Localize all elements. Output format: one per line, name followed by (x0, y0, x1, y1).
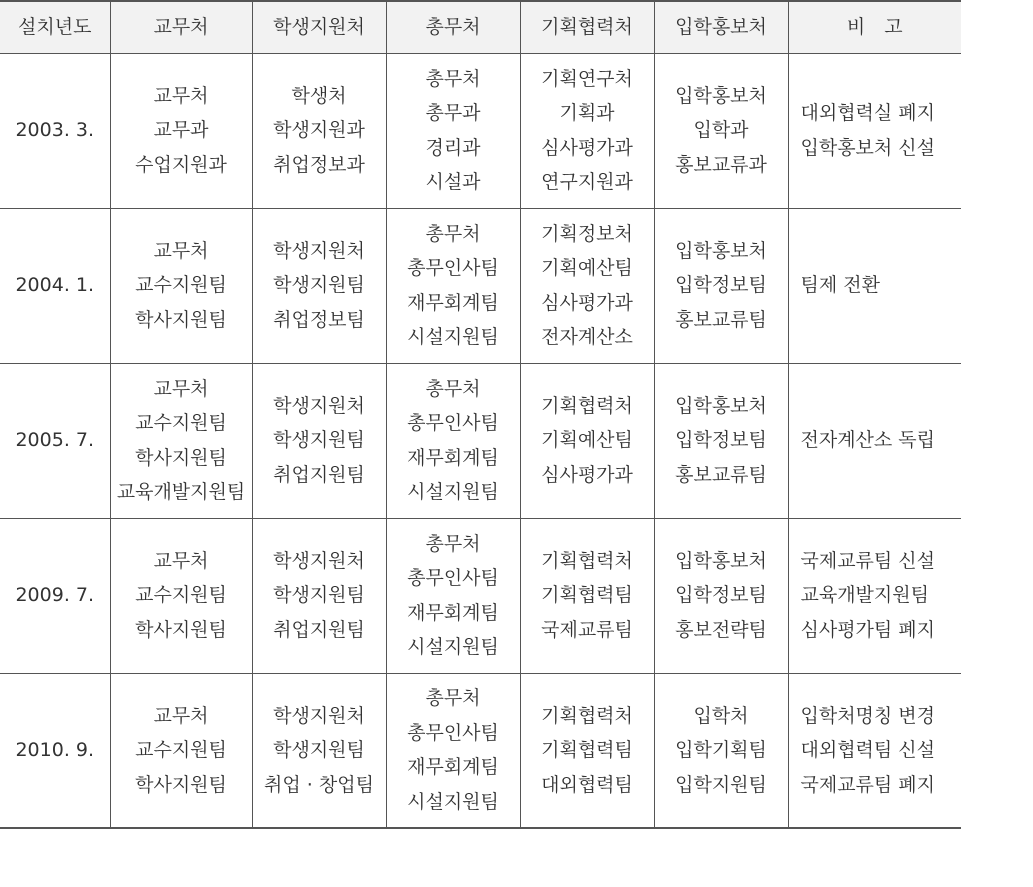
cell-line: 시설지원팀 (407, 790, 499, 813)
student-support-cell (252, 363, 386, 518)
cell-line: 총무과 (425, 102, 481, 124)
cell-line: 홍보교류팀 (675, 463, 767, 486)
planning-cooperation-cell (520, 518, 654, 673)
admissions-pr-cell (654, 208, 788, 363)
cell-line: 총무처 (425, 687, 481, 710)
student-support-cell (252, 208, 386, 363)
cell-line: 대외협력실 폐지 (800, 102, 936, 124)
cell-line: 교무과 (153, 119, 209, 142)
cell-line: 입학홍보처 (675, 84, 767, 107)
cell-line: 입학홍보처 신설 (800, 136, 936, 159)
cell-line: 기획협력처 (541, 394, 633, 417)
cell-line: 입학정보팀 (675, 274, 767, 297)
cell-line: 기획협력팀 (541, 584, 633, 607)
cell-line: 교무처 (153, 549, 209, 572)
cell-line: 심사평가과 (541, 136, 633, 159)
cell-line: 학사지원팀 (135, 308, 227, 331)
general-affairs-cell (386, 673, 520, 828)
cell-line: 학생지원처 (273, 239, 365, 262)
cell-line: 교수지원팀 (135, 412, 227, 434)
cell-line: 입학홍보처 (675, 239, 767, 262)
header-planning-cooperation: 기획협력처 (520, 1, 654, 53)
cell-line: 기획예산팀 (541, 429, 633, 452)
remarks-cell (788, 208, 961, 363)
header-student-support: 학생지원처 (252, 1, 386, 53)
cell-line: 재무회계팀 (407, 446, 499, 469)
cell-line: 교무처 (153, 239, 209, 262)
cell-line: 입학홍보처 (675, 549, 767, 572)
admissions-pr-cell (654, 363, 788, 518)
cell-line: 입학정보팀 (675, 429, 767, 452)
remarks-cell (788, 53, 961, 208)
cell-line: 입학처명칭 변경 (800, 704, 936, 727)
cell-line: 재무회계팀 (407, 291, 499, 314)
cell-line: 시설과 (425, 171, 481, 193)
student-support-cell (252, 53, 386, 208)
cell-line: 학생지원처 (273, 549, 365, 572)
header-remarks: 비 고 (788, 1, 961, 53)
cell-line: 학생지원과 (273, 119, 365, 142)
cell-line: 대외협력팀 (541, 773, 633, 796)
cell-line: 시설지원팀 (407, 481, 499, 503)
cell-line: 총무인사팀 (407, 257, 499, 279)
cell-line: 총무처 (425, 222, 481, 245)
cell-line: 취업정보팀 (273, 308, 365, 331)
cell-line: 국제교류팀 폐지 (800, 773, 936, 796)
cell-line: 국제교류팀 (541, 618, 633, 641)
header-academic-affairs: 교무처 (110, 1, 252, 53)
year-cell: 2004. 1. (0, 208, 110, 363)
planning-cooperation-cell (520, 673, 654, 828)
cell-line: 입학과 (693, 119, 749, 142)
cell-line: 교수지원팀 (135, 274, 227, 297)
cell-line: 기획정보처 (541, 222, 633, 245)
remarks-cell (788, 673, 961, 828)
academic-affairs-cell (110, 363, 252, 518)
year-cell: 2009. 7. (0, 518, 110, 673)
planning-cooperation-cell (520, 208, 654, 363)
header-admissions-pr: 입학홍보처 (654, 1, 788, 53)
cell-line: 총무처 (425, 67, 481, 90)
cell-line: 팀제 전환 (800, 274, 880, 297)
header-year: 설치년도 (0, 1, 110, 53)
cell-line: 시설지원팀 (407, 326, 499, 348)
cell-line: 재무회계팀 (407, 756, 499, 779)
cell-line: 학생지원팀 (273, 429, 365, 452)
cell-line: 학생지원팀 (273, 584, 365, 607)
cell-line: 교수지원팀 (135, 584, 227, 607)
cell-line: 심사평가과 (541, 463, 633, 486)
remarks-cell (788, 363, 961, 518)
cell-line: 기획연구처 (541, 67, 633, 90)
general-affairs-cell (386, 518, 520, 673)
academic-affairs-cell (110, 518, 252, 673)
cell-line: 학생지원처 (273, 704, 365, 727)
cell-line: 총무인사팀 (407, 721, 499, 744)
table-row (0, 363, 961, 518)
cell-line: 학생지원팀 (273, 739, 365, 761)
general-affairs-cell (386, 208, 520, 363)
admissions-pr-cell (654, 673, 788, 828)
cell-line: 기획협력처 (541, 549, 633, 572)
general-affairs-cell (386, 363, 520, 518)
cell-line: 재무회계팀 (407, 601, 499, 624)
student-support-cell (252, 673, 386, 828)
cell-line: 총무인사팀 (407, 412, 499, 434)
cell-line: 수업지원과 (135, 153, 227, 176)
academic-affairs-cell (110, 53, 252, 208)
cell-line: 시설지원팀 (407, 636, 499, 658)
cell-line: 전자계산소 (541, 326, 633, 348)
table-row (0, 518, 961, 673)
cell-line: 교수지원팀 (135, 739, 227, 761)
cell-line: 학생처 (291, 84, 347, 107)
cell-line: 취업 · 창업팀 (264, 773, 374, 796)
cell-line: 총무처 (425, 377, 481, 400)
planning-cooperation-cell (520, 363, 654, 518)
planning-cooperation-cell (520, 53, 654, 208)
cell-line: 총무인사팀 (407, 567, 499, 589)
academic-affairs-cell (110, 208, 252, 363)
cell-line: 심사평가과 (541, 291, 633, 314)
table-row (0, 53, 961, 208)
general-affairs-cell (386, 53, 520, 208)
cell-line: 학사지원팀 (135, 618, 227, 641)
year-cell: 2003. 3. (0, 53, 110, 208)
table-row (0, 673, 961, 828)
header-general-affairs: 총무처 (386, 1, 520, 53)
cell-line: 교육개발지원팀 (116, 481, 246, 503)
cell-line: 입학지원팀 (675, 773, 767, 796)
cell-line: 학사지원팀 (135, 773, 227, 796)
cell-line: 총무처 (425, 532, 481, 555)
cell-line: 교무처 (153, 704, 209, 727)
cell-line: 대외협력팀 신설 (800, 739, 936, 761)
cell-line: 기획협력처 (541, 704, 633, 727)
cell-line: 교무처 (153, 84, 209, 107)
cell-line: 학생지원처 (273, 394, 365, 417)
cell-line: 입학처 (693, 704, 749, 727)
cell-line: 홍보교류팀 (675, 308, 767, 331)
cell-line: 국제교류팀 신설 (800, 549, 936, 572)
cell-line: 학사지원팀 (135, 446, 227, 469)
table-body (0, 53, 961, 828)
table-row (0, 208, 961, 363)
cell-line: 기획협력팀 (541, 739, 633, 761)
cell-line: 전자계산소 독립 (800, 429, 936, 452)
cell-line: 취업지원팀 (273, 618, 365, 641)
table-header-row (0, 1, 961, 53)
year-cell: 2005. 7. (0, 363, 110, 518)
cell-line: 기획예산팀 (541, 257, 633, 279)
year-cell: 2010. 9. (0, 673, 110, 828)
cell-line: 입학정보팀 (675, 584, 767, 607)
cell-line: 교육개발지원팀 (800, 584, 929, 607)
academic-affairs-cell (110, 673, 252, 828)
cell-line: 교무처 (153, 377, 209, 400)
cell-line: 홍보교류과 (675, 153, 767, 176)
remarks-cell (788, 518, 961, 673)
cell-line: 취업정보과 (273, 153, 365, 176)
cell-line: 경리과 (425, 136, 481, 159)
admissions-pr-cell (654, 53, 788, 208)
cell-line: 연구지원과 (541, 171, 633, 193)
cell-line: 기획과 (559, 102, 615, 124)
cell-line: 홍보전략팀 (675, 618, 767, 641)
cell-line: 학생지원팀 (273, 274, 365, 297)
admissions-pr-cell (654, 518, 788, 673)
cell-line: 취업지원팀 (273, 463, 365, 486)
cell-line: 입학기획팀 (675, 739, 767, 761)
student-support-cell (252, 518, 386, 673)
cell-line: 입학홍보처 (675, 394, 767, 417)
cell-line: 심사평가팀 폐지 (800, 618, 936, 641)
